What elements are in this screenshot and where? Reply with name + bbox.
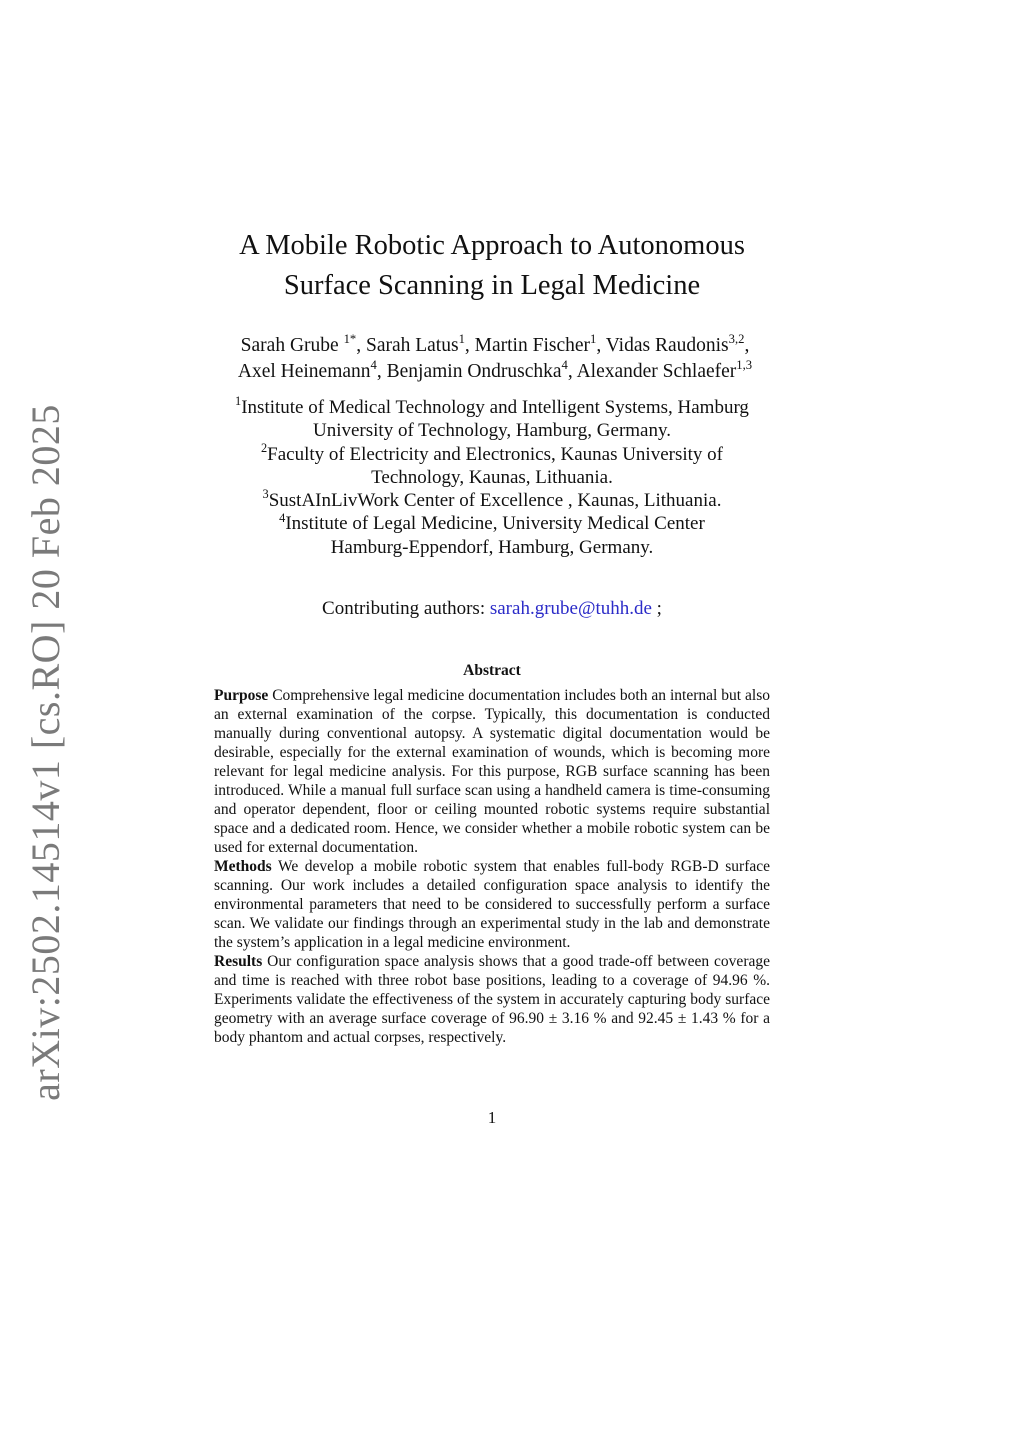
author-affil-marker: 1 [590, 331, 597, 346]
affiliation-text: Institute of Medical Technology and Intelligent Systems, Hamburg [241, 397, 749, 418]
author-list [150, 333, 840, 385]
title-line-2: Surface Scanning in Legal Medicine [283, 270, 701, 301]
title-line-1: A Mobile Robotic Approach to Autonomous [239, 230, 745, 261]
affiliation-number: 3 [262, 487, 269, 502]
page-number: 1 [487, 1108, 497, 1127]
author-name: Martin Fischer [474, 335, 591, 356]
author-separator: , [356, 335, 366, 356]
abstract-section-text: We develop a mobile robotic system that enables full-body RGB-D surface scanning. Our work includes a detailed configuration space analysis to identify the environmental parameters that need to be considered to successfully perform a surface scan. We validate our findings through an experimental study in the lab and demonstrate the system’s application in a legal medicine environment. [214, 858, 770, 951]
abstract-heading: Abstract [463, 662, 521, 679]
affiliation-1 [180, 396, 804, 443]
affiliation-text: Institute of Legal Medicine, University Medical Center [285, 513, 705, 535]
affiliation-4 [180, 512, 804, 559]
author-name: Benjamin Ondruschka [386, 361, 562, 382]
author-name: Sarah Latus [365, 335, 459, 356]
affiliation-3 [180, 489, 804, 512]
affiliation-text: Hamburg-Eppendorf, Hamburg, Germany. [330, 536, 654, 558]
affiliation-2 [180, 440, 804, 490]
contact-email-link[interactable]: sarah.grube@tuhh.de [489, 598, 652, 619]
abstract-section-label: Methods [214, 858, 272, 875]
author-name: Vidas Raudonis [605, 335, 729, 356]
author-separator: , [376, 361, 387, 382]
author-name: Axel Heinemann [237, 361, 371, 382]
arxiv-sidebar [14, 403, 76, 1101]
affiliation-text: Technology, Kaunas, Lithuania. [371, 466, 613, 488]
abstract-section-text: Our configuration space analysis shows that a good trade-off between coverage and time is reached with three robot base positions, leading to a coverage of 94.96 %. Experiments validate the effectiveness of the system in accurately capturing body surface geometry with an average surface coverage of 96.90 ± 3.16 % and 92.45 ± 1.43 % for a body phantom and actual corpses, respectively. [214, 953, 770, 1046]
arxiv-identifier: arXiv:2502.14514v1 [cs.RO] 20 Feb 2025 [22, 403, 68, 1101]
abstract-purpose [214, 686, 770, 857]
author-affil-marker: 4 [561, 357, 568, 372]
affiliation-text: University of Technology, Hamburg, Germany. [312, 420, 671, 442]
author-name: Alexander Schlaefer [576, 361, 737, 382]
abstract-results [214, 952, 770, 1047]
abstract-body [214, 686, 770, 1047]
author-name: Sarah Grube [240, 335, 344, 356]
paper-title [180, 226, 804, 306]
author-separator: , [567, 361, 577, 382]
contributing-label: Contributing authors: [322, 598, 490, 619]
abstract-section-label: Results [214, 953, 263, 970]
author-affil-marker: 4 [370, 357, 377, 372]
author-affil-marker: 3,2 [728, 331, 745, 346]
author-separator: , [596, 335, 606, 356]
affiliation-list [180, 396, 804, 559]
author-affil-marker: 1 [458, 331, 465, 346]
affiliation-text: SustAInLivWork Center of Excellence , Kaunas, Lithuania. [268, 490, 722, 512]
author-affil-marker: 1* [343, 331, 357, 346]
author-affil-marker: 1,3 [736, 357, 753, 372]
contributing-authors [180, 598, 804, 620]
contributing-suffix: ; [651, 598, 662, 619]
affiliation-number: 4 [279, 510, 286, 525]
affiliation-number: 2 [260, 440, 268, 455]
author-separator: , [744, 335, 750, 356]
affiliation-number: 1 [235, 394, 242, 409]
abstract-methods [214, 857, 770, 952]
abstract-section-label: Purpose [214, 687, 269, 704]
affiliation-text: Faculty of Electricity and Electronics, Kaunas University of [267, 443, 724, 465]
abstract-section-text: Comprehensive legal medicine documentation includes both an internal but also an external examination of the corpse. Typically, this documentation is conducted manually during conventional autopsy. A systematic digital documentation would be desirable, especially for the external examination of wounds, which is becoming more relevant for legal medicine analysis. For this purpose, RGB surface scanning has been introduced. While a manual full surface scan using a handheld camera is time-consuming and operator dependent, floor or ceiling mounted robotic systems require substantial space and a dedicated room. Hence, we consider whether a mobile robotic system can be used for external documentation. [214, 687, 770, 856]
author-separator: , [464, 335, 475, 356]
